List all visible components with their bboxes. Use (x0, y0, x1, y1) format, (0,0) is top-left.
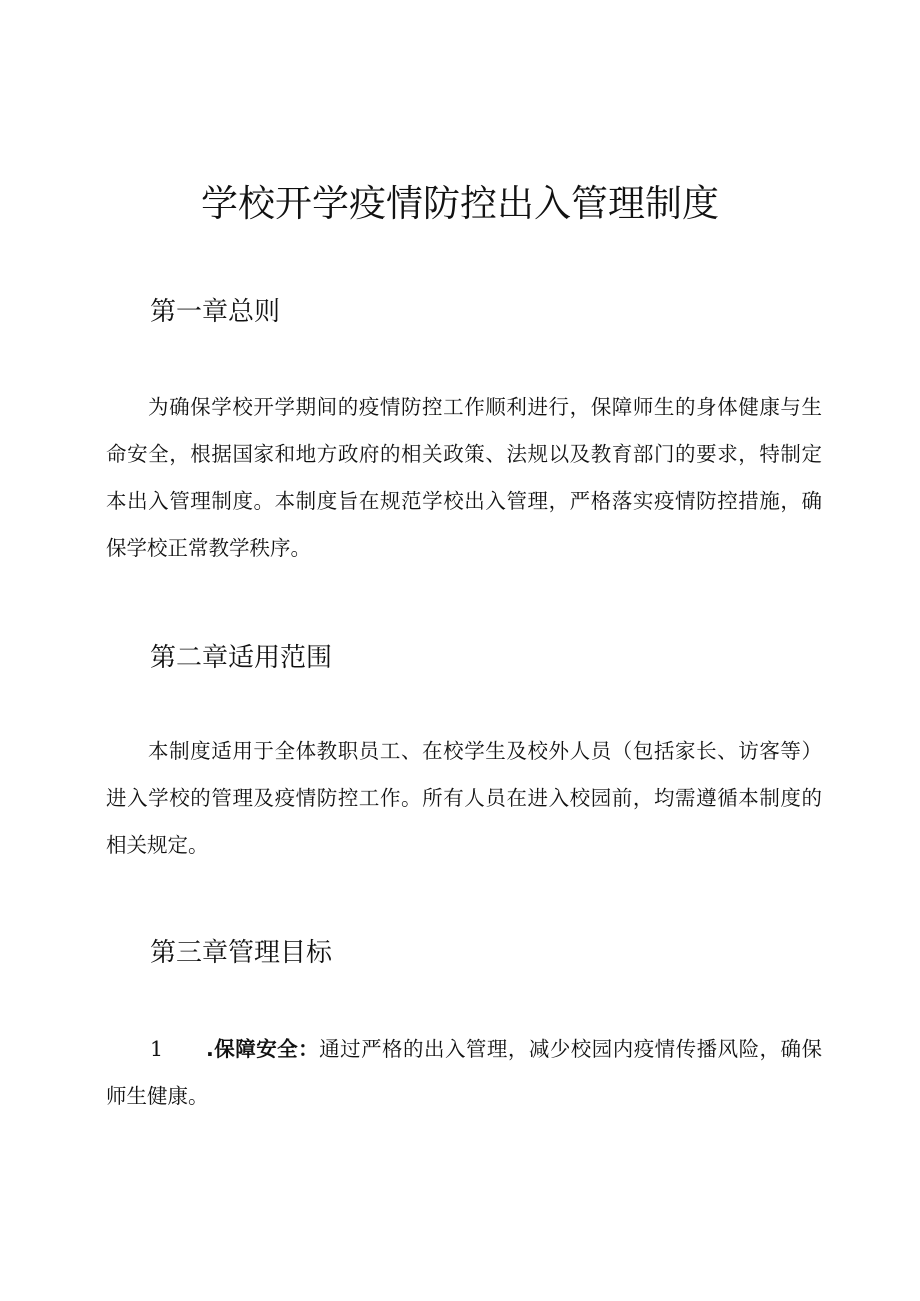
document-title: 学校开学疫情防控出入管理制度 (201, 182, 719, 225)
list-item-label: .保障安全： (206, 1037, 320, 1061)
list-item (106, 1026, 822, 1120)
list-item-text: 通过严格的出入管理，减少校园内疫情传播风险，确保师生健康。 (106, 1037, 822, 1108)
section-heading-general: 第一章总则 (150, 297, 281, 327)
list-item-number: 1 (150, 1037, 164, 1061)
section-paragraph-general: 为确保学校开学期间的疫情防控工作顺利进行，保障师生的身体健康与生命安全，根据国家和地方政府的相关政策、法规以及教育部门的要求，特制定本出入管理制度。本制度旨在规范学校出入管理，严格落实疫情防控措施，确保学校正常教学秩序。 (106, 395, 822, 560)
section-paragraph-scope: 本制度适用于全体教职员工、在校学生及校外人员（包括家长、访客等）进入学校的管理及疫情防控工作。所有人员在进入校园前，均需遵循本制度的相关规定。 (106, 739, 822, 857)
section-heading-goals: 第三章管理目标 (150, 938, 333, 968)
section-heading-scope: 第二章适用范围 (150, 643, 333, 673)
